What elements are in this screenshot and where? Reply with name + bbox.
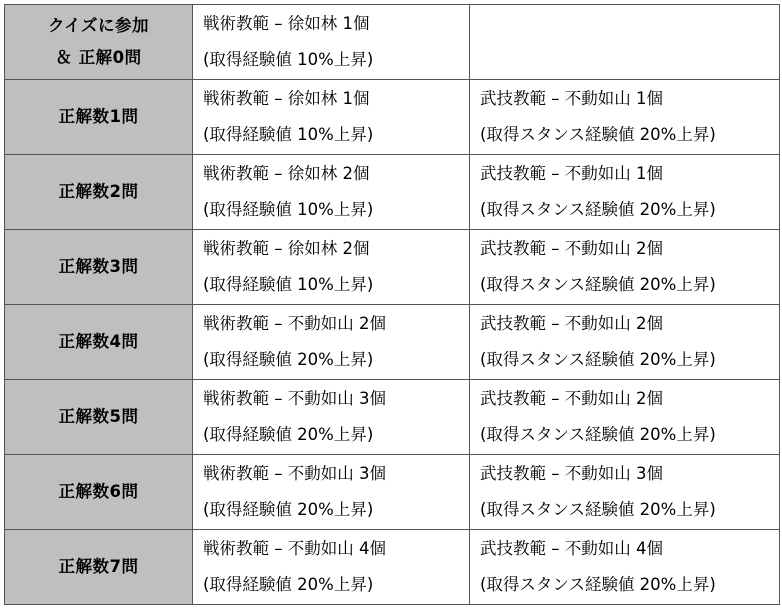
row-label-line: ＆ 正解0問 [55,48,142,67]
martial-bonus-text: (取得スタンス経験値 20%上昇) [480,500,716,519]
reward-table [4,4,780,605]
martial-bonus-text: (取得スタンス経験値 20%上昇) [480,200,716,219]
martial-item-text: 武技教範 – 不動如山 1個 [480,164,663,183]
martial-item-text: 武技教範 – 不動如山 2個 [480,239,663,258]
reward-table-body [5,5,780,605]
martial-bonus-text: (取得スタンス経験値 20%上昇) [480,575,716,594]
tactics-reward-cell [193,80,470,155]
tactics-item-text: 戦術教範 – 徐如林 1個 [203,89,370,108]
row-label-cell [5,455,193,530]
martial-item-text: 武技教範 – 不動如山 4個 [480,539,663,558]
row-label-cell [5,5,193,80]
tactics-bonus-text: (取得経験値 10%上昇) [203,50,374,69]
martial-reward-cell [470,80,780,155]
tactics-item-text: 戦術教範 – 不動如山 4個 [203,539,386,558]
tactics-bonus-text: (取得経験値 20%上昇) [203,575,374,594]
tactics-reward-cell [193,380,470,455]
row-label-line: 正解数1問 [58,107,139,126]
table-row [5,530,780,605]
tactics-bonus-text: (取得経験値 20%上昇) [203,500,374,519]
martial-bonus-text: (取得スタンス経験値 20%上昇) [480,125,716,144]
row-label-line: 正解数4問 [58,332,139,351]
tactics-bonus-text: (取得経験値 20%上昇) [203,350,374,369]
martial-bonus-text: (取得スタンス経験値 20%上昇) [480,350,716,369]
row-label-line: 正解数6問 [58,482,139,501]
row-label-line: 正解数7問 [58,557,139,576]
tactics-reward-cell [193,305,470,380]
row-label-line: 正解数3問 [58,257,139,276]
row-label-cell [5,305,193,380]
table-row [5,305,780,380]
tactics-item-text: 戦術教範 – 徐如林 1個 [203,14,370,33]
martial-reward-cell [470,155,780,230]
tactics-reward-cell [193,455,470,530]
row-label-line: クイズに参加 [47,16,149,35]
tactics-item-text: 戦術教範 – 徐如林 2個 [203,164,370,183]
tactics-bonus-text: (取得経験値 10%上昇) [203,275,374,294]
tactics-bonus-text: (取得経験値 10%上昇) [203,125,374,144]
martial-reward-cell [470,455,780,530]
martial-item-text: 武技教範 – 不動如山 3個 [480,464,663,483]
tactics-reward-cell [193,5,470,80]
table-row [5,230,780,305]
tactics-item-text: 戦術教範 – 徐如林 2個 [203,239,370,258]
row-label-cell [5,80,193,155]
table-row [5,380,780,455]
martial-reward-cell [470,305,780,380]
row-label-line: 正解数2問 [58,182,139,201]
row-label-cell [5,380,193,455]
martial-reward-cell [470,530,780,605]
tactics-reward-cell [193,230,470,305]
tactics-reward-cell [193,530,470,605]
martial-reward-cell [470,230,780,305]
tactics-item-text: 戦術教範 – 不動如山 2個 [203,314,386,333]
row-label-cell [5,530,193,605]
martial-reward-cell [470,5,780,80]
table-row [5,80,780,155]
row-label-cell [5,155,193,230]
tactics-reward-cell [193,155,470,230]
martial-bonus-text: (取得スタンス経験値 20%上昇) [480,425,716,444]
row-label-line: 正解数5問 [58,407,139,426]
tactics-bonus-text: (取得経験値 20%上昇) [203,425,374,444]
tactics-item-text: 戦術教範 – 不動如山 3個 [203,389,386,408]
martial-item-text: 武技教範 – 不動如山 2個 [480,314,663,333]
table-row [5,455,780,530]
table-row [5,5,780,80]
row-label-cell [5,230,193,305]
martial-reward-cell [470,380,780,455]
tactics-bonus-text: (取得経験値 10%上昇) [203,200,374,219]
martial-item-text: 武技教範 – 不動如山 1個 [480,89,663,108]
table-row [5,155,780,230]
tactics-item-text: 戦術教範 – 不動如山 3個 [203,464,386,483]
martial-item-text: 武技教範 – 不動如山 2個 [480,389,663,408]
martial-bonus-text: (取得スタンス経験値 20%上昇) [480,275,716,294]
